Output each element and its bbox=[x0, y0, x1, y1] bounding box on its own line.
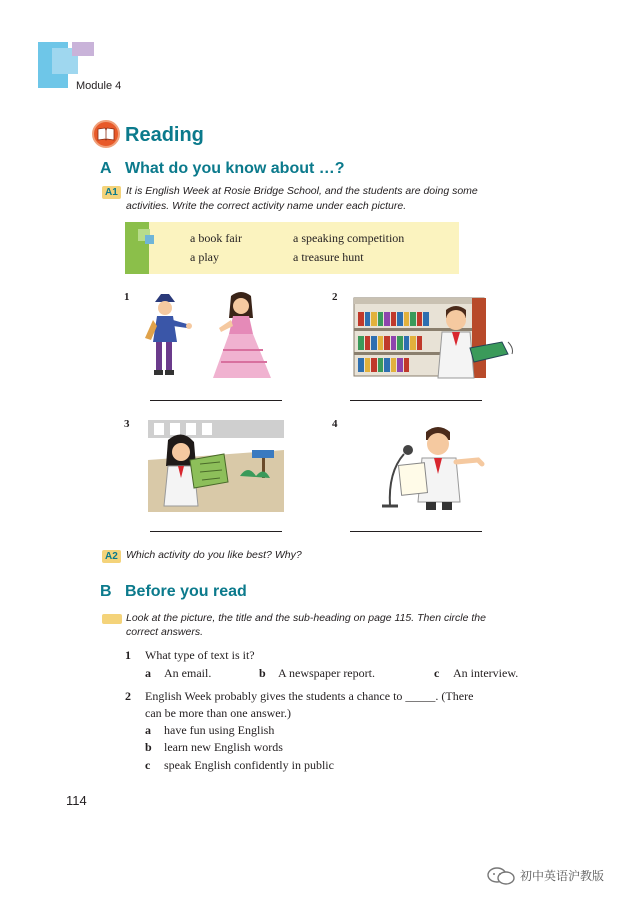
watermark: 初中英语沪教版 bbox=[520, 869, 605, 883]
answer-line bbox=[350, 400, 482, 401]
answer-line bbox=[350, 531, 482, 532]
choice-text: A newspaper report. bbox=[278, 666, 375, 680]
choice-text: have fun using English bbox=[164, 723, 275, 737]
option-item: a play bbox=[190, 250, 219, 264]
b-instruction-line1: Look at the picture, the title and the sub-heading on page 115. Then circle the bbox=[126, 612, 486, 624]
section-a-heading: What do you know about …? bbox=[125, 160, 345, 177]
speaking-competition-illustration bbox=[370, 422, 496, 512]
play-illustration bbox=[143, 290, 278, 382]
choice-text: An email. bbox=[164, 666, 212, 680]
box-accent bbox=[145, 235, 154, 244]
answer-line bbox=[150, 531, 282, 532]
section-b-heading: Before you read bbox=[125, 583, 247, 600]
question-text: What type of text is it? bbox=[145, 648, 255, 662]
wechat-icon bbox=[486, 866, 516, 886]
question-number: 1 bbox=[125, 648, 131, 662]
answer-line bbox=[150, 400, 282, 401]
book-icon bbox=[92, 120, 120, 148]
options-box bbox=[125, 222, 459, 274]
picture-number: 2 bbox=[332, 291, 338, 303]
a1-tag: A1 bbox=[102, 186, 121, 199]
option-item: a treasure hunt bbox=[293, 250, 364, 264]
a2-question: Which activity do you like best? Why? bbox=[126, 549, 302, 561]
a1-instruction-line2: activities. Write the correct activity name under each picture. bbox=[126, 200, 407, 212]
choice-text: speak English confidently in public bbox=[164, 758, 334, 772]
a1-instruction-line1: It is English Week at Rosie Bridge School, and the students are doing some bbox=[126, 185, 478, 197]
b-instruction-line2: correct answers. bbox=[126, 626, 204, 638]
choice-letter: a bbox=[145, 723, 151, 737]
b-tag bbox=[102, 614, 122, 624]
option-item: a book fair bbox=[190, 231, 242, 245]
question-text: can be more than one answer.) bbox=[145, 706, 291, 720]
book-fair-illustration bbox=[352, 292, 518, 382]
picture-number: 3 bbox=[124, 418, 130, 430]
choice-text: learn new English words bbox=[164, 740, 283, 754]
a2-tag: A2 bbox=[102, 550, 121, 563]
choice-text: An interview. bbox=[453, 666, 519, 680]
choice-letter: b bbox=[145, 740, 152, 754]
option-item: a speaking competition bbox=[293, 231, 405, 245]
question-number: 2 bbox=[125, 689, 131, 703]
section-title: Reading bbox=[125, 124, 204, 146]
choice-letter: c bbox=[434, 666, 440, 680]
treasure-hunt-illustration bbox=[148, 420, 284, 512]
choice-letter: c bbox=[145, 758, 151, 772]
picture-number: 1 bbox=[124, 291, 130, 303]
module-label: Module 4 bbox=[76, 80, 122, 92]
section-b-letter: B bbox=[100, 583, 112, 600]
picture-number: 4 bbox=[332, 418, 338, 430]
question-text: English Week probably gives the students a chance to _____. (There bbox=[145, 689, 474, 703]
choice-letter: b bbox=[259, 666, 266, 680]
choice-letter: a bbox=[145, 666, 151, 680]
page-number: 114 bbox=[66, 793, 87, 808]
corner-decoration bbox=[72, 42, 94, 56]
section-a-letter: A bbox=[100, 160, 112, 177]
